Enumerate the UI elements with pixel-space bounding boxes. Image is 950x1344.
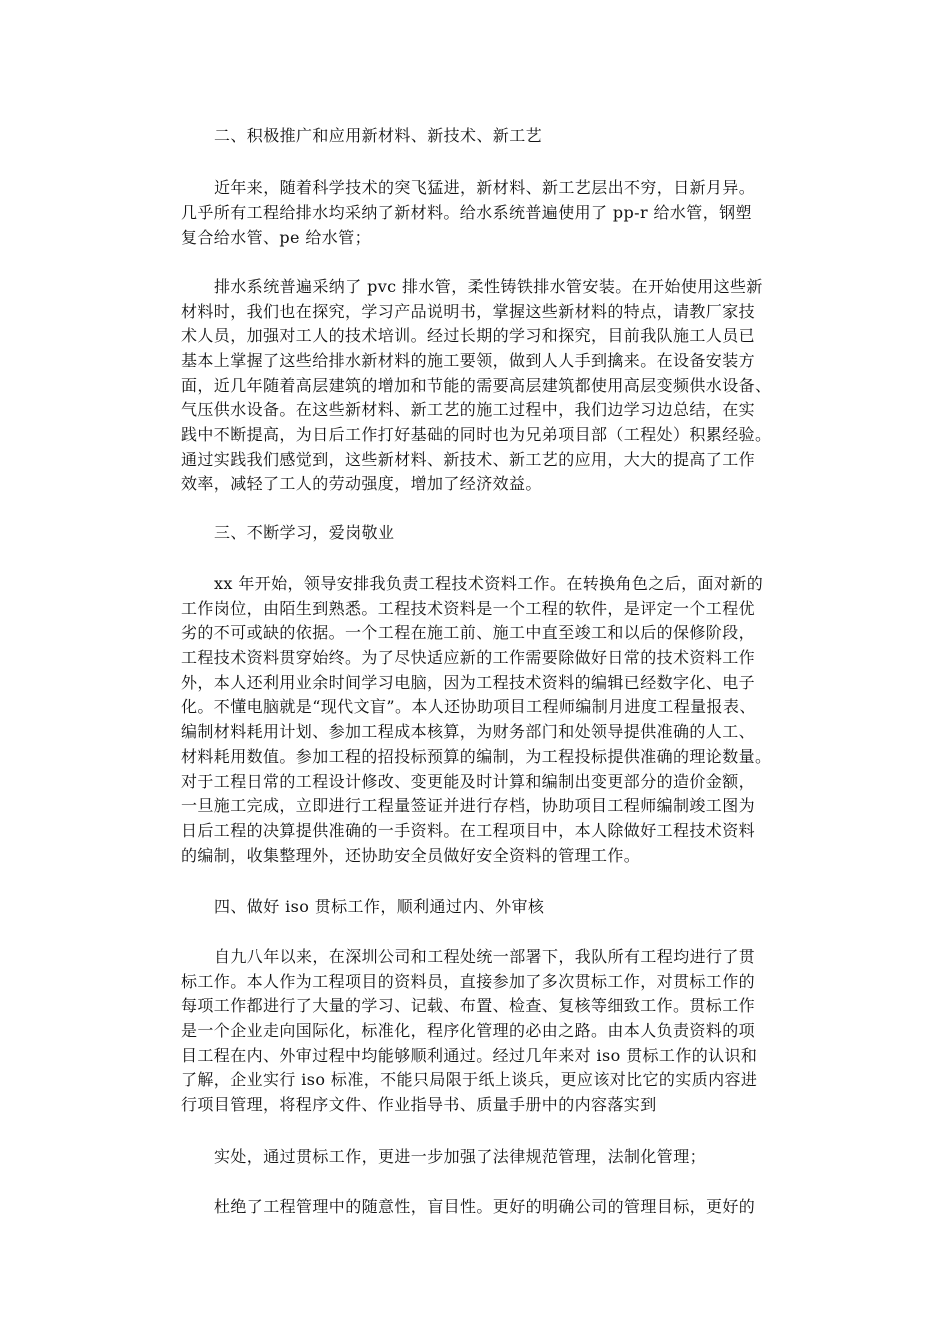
- paragraph-line: 复合给水管、pe 给水管；: [181, 228, 371, 247]
- paragraph-line: 一旦施工完成，立即进行工程量签证并进行存档，协助项目工程师编制竣工图为: [181, 796, 756, 815]
- paragraph-line: 杜绝了工程管理中的随意性，盲目性。更好的明确公司的管理目标，更好的: [214, 1197, 756, 1216]
- paragraph-line: 编制材料耗用计划、参加工程成本核算，为财务部门和处领导提供准确的人工、: [181, 722, 756, 741]
- paragraph-line: 几乎所有工程给排水均采纳了新材料。给水系统普遍使用了 pp-r 给水管，钢塑: [181, 203, 752, 222]
- paragraph-line: 面，近几年随着高层建筑的增加和节能的需要高层建筑都使用高层变频供水设备、: [181, 376, 772, 395]
- paragraph-line: 基本上掌握了这些给排水新材料的施工要领，做到人人手到擒来。在设备安装方: [181, 351, 756, 370]
- paragraph-line: 对于工程日常的工程设计修改、变更能及时计算和编制出变更部分的造价金额，: [181, 772, 756, 791]
- paragraph-line: 化。不懂电脑就是“现代文盲”。本人还协助项目工程师编制月进度工程量报表、: [181, 697, 756, 716]
- paragraph-line: 是一个企业走向国际化，标准化，程序化管理的必由之路。由本人负责资料的项: [181, 1021, 756, 1040]
- paragraph-line: 劣的不可或缺的依据。一个工程在施工前、施工中直至竣工和以后的保修阶段，: [181, 623, 756, 642]
- section-heading: 四、做好 iso 贯标工作，顺利通过内、外审核: [214, 897, 545, 916]
- section-heading: 二、积极推广和应用新材料、新技术、新工艺: [214, 126, 543, 145]
- paragraph-line: 践中不断提高，为日后工作打好基础的同时也为兄弟项目部（工程处）积累经验。: [181, 425, 772, 444]
- paragraph-line: 目工程在内、外审过程中均能够顺利通过。经过几年来对 iso 贯标工作的认识和: [181, 1046, 758, 1065]
- paragraph-line: 的编制，收集整理外，还协助安全员做好安全资料的管理工作。: [181, 846, 641, 865]
- paragraph-line: 自九八年以来，在深圳公司和工程处统一部署下，我队所有工程均进行了贯: [214, 947, 756, 966]
- paragraph-line: 日后工程的决算提供准确的一手资料。在工程项目中，本人除做好工程技术资料: [181, 821, 756, 840]
- paragraph-line: 工作岗位，由陌生到熟悉。工程技术资料是一个工程的软件，是评定一个工程优: [181, 599, 756, 618]
- paragraph-line: 标工作。本人作为工程项目的资料员，直接参加了多次贯标工作，对贯标工作的: [181, 972, 756, 991]
- paragraph-line: xx 年开始，领导安排我负责工程技术资料工作。在转换角色之后，面对新的: [214, 574, 764, 593]
- section-heading: 三、不断学习，爱岗敬业: [214, 523, 395, 542]
- paragraph-line: 实处，通过贯标工作，更进一步加强了法律规范管理，法制化管理；: [214, 1147, 707, 1166]
- paragraph-line: 通过实践我们感觉到，这些新材料、新技术、新工艺的应用，大大的提高了工作: [181, 450, 756, 469]
- paragraph-line: 效率，减轻了工人的劳动强度，增加了经济效益。: [181, 474, 542, 493]
- paragraph-line: 工程技术资料贯穿始终。为了尽快适应新的工作需要除做好日常的技术资料工作: [181, 648, 756, 667]
- paragraph-line: 气压供水设备。在这些新材料、新工艺的施工过程中，我们边学习边总结，在实: [181, 400, 756, 419]
- paragraph-line: 术人员，加强对工人的技术培训。经过长期的学习和探究，目前我队施工人员已: [181, 326, 756, 345]
- paragraph-line: 近年来，随着科学技术的突飞猛进，新材料、新工艺层出不穷，日新月异。: [214, 178, 756, 197]
- paragraph-line: 排水系统普遍采纳了 pvc 排水管，柔性铸铁排水管安装。在开始使用这些新: [214, 277, 763, 296]
- paragraph-line: 行项目管理，将程序文件、作业指导书、质量手册中的内容落实到: [181, 1095, 657, 1114]
- paragraph-line: 材料耗用数值。参加工程的招投标预算的编制，为工程投标提供准确的理论数量。: [181, 747, 772, 766]
- paragraph-line: 每项工作都进行了大量的学习、记载、布置、检查、复核等细致工作。贯标工作: [181, 996, 756, 1015]
- paragraph-line: 外，本人还利用业余时间学习电脑，因为工程技术资料的编辑已经数字化、电子: [181, 673, 756, 692]
- paragraph-line: 了解，企业实行 iso 标准，不能只局限于纸上谈兵，更应该对比它的实质内容进: [181, 1070, 758, 1089]
- paragraph-line: 材料时，我们也在探究，学习产品说明书，掌握这些新材料的特点，请教厂家技: [181, 302, 756, 321]
